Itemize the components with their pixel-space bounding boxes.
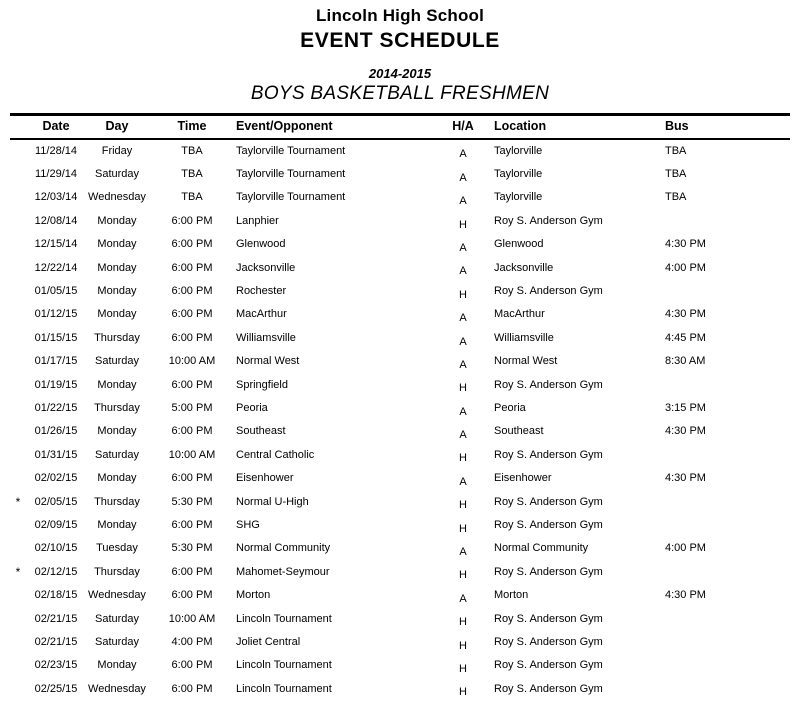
cell-event-opponent: Eisenhower: [236, 472, 294, 485]
cell-event-opponent: MacArthur: [236, 308, 287, 321]
cell-date: 02/10/15: [34, 542, 78, 555]
cell-date: 02/12/15: [34, 565, 78, 578]
column-header-home-away: H/A: [452, 119, 474, 133]
cell-footnote-marker: [10, 583, 26, 606]
cell-time: TBA: [181, 168, 203, 181]
column-header-note: [10, 115, 26, 140]
cell-home-away: H: [459, 218, 467, 231]
cell-day: Wednesday: [88, 191, 146, 204]
cell-home-away: A: [459, 195, 467, 208]
cell-time: TBA: [181, 191, 203, 204]
cell-day: Saturday: [94, 355, 140, 368]
cell-location: Taylorville: [494, 145, 543, 158]
cell-footnote-marker: [10, 677, 26, 700]
cell-date: 12/03/14: [34, 191, 78, 204]
cell-bus: [660, 513, 790, 536]
cell-bus: [660, 373, 790, 396]
cell-footnote-marker: [10, 654, 26, 677]
cell-time: 6:00 PM: [171, 589, 213, 602]
cell-home-away: H: [459, 288, 467, 301]
cell-date: 02/23/15: [34, 659, 78, 672]
table-row: [10, 513, 790, 536]
cell-location: Normal Community: [494, 542, 589, 555]
cell-home-away: H: [459, 616, 467, 629]
cell-time: 6:00 PM: [171, 472, 213, 485]
cell-footnote-marker: [10, 420, 26, 443]
cell-bus: 3:15 PM: [665, 401, 706, 414]
cell-bus: TBA: [665, 168, 687, 181]
cell-location: Roy S. Anderson Gym: [494, 612, 603, 625]
table-row: [10, 630, 790, 653]
table-row: [10, 209, 790, 232]
cell-footnote-marker: [10, 186, 26, 209]
cell-location: Jacksonville: [494, 261, 554, 274]
cell-date: 01/19/15: [34, 378, 78, 391]
table-row: [10, 279, 790, 302]
cell-day: Monday: [97, 659, 137, 672]
cell-date: 01/26/15: [34, 425, 78, 438]
cell-footnote-marker: [10, 162, 26, 185]
cell-day: Wednesday: [88, 682, 146, 695]
cell-day: Tuesday: [96, 542, 138, 555]
cell-footnote-marker: [10, 279, 26, 302]
cell-event-opponent: Taylorville Tournament: [236, 191, 346, 204]
cell-time: 10:00 AM: [168, 612, 216, 625]
table-row: [10, 303, 790, 326]
column-header-time: Time: [177, 119, 207, 133]
cell-home-away: H: [459, 452, 467, 465]
cell-home-away: H: [459, 522, 467, 535]
cell-date: 01/22/15: [34, 401, 78, 414]
cell-home-away: A: [459, 592, 467, 605]
cell-day: Thursday: [94, 565, 140, 578]
cell-location: Eisenhower: [494, 472, 552, 485]
table-row: [10, 490, 790, 513]
cell-date: 12/15/14: [34, 238, 78, 251]
table-header: [10, 115, 790, 140]
cell-location: Roy S. Anderson Gym: [494, 214, 603, 227]
cell-day: Monday: [97, 472, 137, 485]
cell-bus: 4:30 PM: [665, 238, 706, 251]
cell-date: 02/25/15: [34, 682, 78, 695]
cell-location: Roy S. Anderson Gym: [494, 495, 603, 508]
cell-day: Saturday: [94, 168, 140, 181]
cell-date: 01/15/15: [34, 331, 78, 344]
cell-location: Roy S. Anderson Gym: [494, 659, 603, 672]
cell-time: TBA: [181, 145, 203, 158]
cell-time: 4:00 PM: [171, 635, 213, 648]
cell-time: 10:00 AM: [168, 448, 216, 461]
season-label: 2014-2015: [368, 66, 432, 81]
cell-event-opponent: Taylorville Tournament: [236, 168, 346, 181]
cell-event-opponent: Southeast: [236, 425, 286, 438]
cell-time: 10:00 AM: [168, 355, 216, 368]
cell-time: 6:00 PM: [171, 565, 213, 578]
cell-footnote-marker: [10, 630, 26, 653]
table-row: [10, 537, 790, 560]
cell-home-away: A: [459, 265, 467, 278]
cell-footnote-marker: *: [15, 494, 21, 509]
cell-home-away: A: [459, 148, 467, 161]
cell-time: 5:30 PM: [171, 542, 213, 555]
cell-event-opponent: Springfield: [236, 378, 288, 391]
cell-time: 6:00 PM: [171, 238, 213, 251]
cell-date: 02/09/15: [34, 518, 78, 531]
table-row: [10, 326, 790, 349]
cell-day: Wednesday: [88, 589, 146, 602]
cell-day: Monday: [97, 214, 137, 227]
cell-location: Roy S. Anderson Gym: [494, 518, 603, 531]
cell-location: Southeast: [494, 425, 544, 438]
table-row: [10, 466, 790, 489]
cell-time: 6:00 PM: [171, 331, 213, 344]
table-row: [10, 233, 790, 256]
cell-event-opponent: Rochester: [236, 285, 287, 298]
cell-day: Saturday: [94, 448, 140, 461]
table-row: [10, 396, 790, 419]
school-name: Lincoln High School: [315, 6, 485, 25]
cell-bus: TBA: [665, 191, 687, 204]
cell-footnote-marker: [10, 607, 26, 630]
cell-event-opponent: Morton: [236, 589, 271, 602]
cell-day: Friday: [101, 145, 133, 158]
cell-location: Peoria: [494, 401, 526, 414]
cell-event-opponent: SHG: [236, 518, 260, 531]
cell-day: Monday: [97, 378, 137, 391]
cell-bus: 4:00 PM: [665, 261, 706, 274]
cell-day: Monday: [97, 261, 137, 274]
cell-day: Monday: [97, 308, 137, 321]
column-header-event-opponent: Event/Opponent: [236, 119, 333, 133]
cell-location: MacArthur: [494, 308, 545, 321]
cell-event-opponent: Taylorville Tournament: [236, 145, 346, 158]
column-header-bus: Bus: [665, 119, 689, 133]
cell-footnote-marker: [10, 537, 26, 560]
cell-date: 12/08/14: [34, 214, 78, 227]
cell-home-away: A: [459, 546, 467, 559]
cell-home-away: H: [459, 662, 467, 675]
cell-bus: [660, 209, 790, 232]
cell-home-away: A: [459, 171, 467, 184]
cell-date: 02/21/15: [34, 612, 78, 625]
cell-time: 6:00 PM: [171, 659, 213, 672]
cell-home-away: H: [459, 569, 467, 582]
cell-footnote-marker: *: [15, 564, 21, 579]
cell-location: Roy S. Anderson Gym: [494, 682, 603, 695]
table-row: [10, 373, 790, 396]
cell-location: Williamsville: [494, 331, 554, 344]
cell-event-opponent: Normal Community: [236, 542, 331, 555]
cell-day: Thursday: [94, 495, 140, 508]
cell-date: 11/29/14: [34, 168, 77, 181]
table-row: [10, 420, 790, 443]
cell-footnote-marker: [10, 139, 26, 162]
cell-time: 6:00 PM: [171, 308, 213, 321]
cell-location: Normal West: [494, 355, 558, 368]
table-header-row: [10, 115, 790, 140]
cell-bus: 8:30 AM: [665, 355, 706, 368]
cell-time: 6:00 PM: [171, 682, 213, 695]
table-row: [10, 186, 790, 209]
cell-location: Roy S. Anderson Gym: [494, 635, 603, 648]
cell-event-opponent: Lincoln Tournament: [236, 612, 332, 625]
cell-event-opponent: Normal U-High: [236, 495, 309, 508]
cell-date: 02/02/15: [34, 472, 78, 485]
team-label: BOYS BASKETBALL FRESHMEN: [250, 83, 550, 104]
cell-date: 01/17/15: [34, 355, 78, 368]
cell-location: Roy S. Anderson Gym: [494, 448, 603, 461]
cell-event-opponent: Peoria: [236, 401, 268, 414]
table-row: [10, 139, 790, 162]
cell-footnote-marker: [10, 466, 26, 489]
cell-bus: [660, 560, 790, 583]
cell-bus: [660, 279, 790, 302]
cell-date: 12/22/14: [34, 261, 78, 274]
column-header-day: Day: [105, 119, 129, 133]
cell-home-away: H: [459, 499, 467, 512]
table-row: [10, 560, 790, 583]
cell-home-away: A: [459, 475, 467, 488]
cell-time: 6:00 PM: [171, 425, 213, 438]
table-row: [10, 677, 790, 700]
cell-bus: [660, 630, 790, 653]
page-title: EVENT SCHEDULE: [300, 29, 500, 52]
cell-location: Glenwood: [494, 238, 544, 251]
cell-home-away: H: [459, 686, 467, 699]
cell-location: Roy S. Anderson Gym: [494, 378, 603, 391]
cell-bus: [660, 443, 790, 466]
cell-event-opponent: Joliet Central: [236, 635, 301, 648]
cell-bus: [660, 607, 790, 630]
cell-footnote-marker: [10, 303, 26, 326]
cell-home-away: H: [459, 639, 467, 652]
cell-event-opponent: Jacksonville: [236, 261, 296, 274]
cell-date: 01/12/15: [34, 308, 78, 321]
cell-bus: 4:45 PM: [665, 331, 706, 344]
cell-day: Monday: [97, 285, 137, 298]
cell-footnote-marker: [10, 396, 26, 419]
table-row: [10, 350, 790, 373]
cell-bus: 4:30 PM: [665, 472, 706, 485]
cell-day: Saturday: [94, 612, 140, 625]
cell-bus: 4:30 PM: [665, 589, 706, 602]
cell-bus: TBA: [665, 145, 687, 158]
cell-bus: 4:00 PM: [665, 542, 706, 555]
cell-day: Monday: [97, 518, 137, 531]
cell-footnote-marker: [10, 373, 26, 396]
cell-time: 6:00 PM: [171, 261, 213, 274]
cell-day: Thursday: [94, 331, 140, 344]
cell-location: Taylorville: [494, 191, 543, 204]
document-header: [10, 6, 790, 105]
cell-home-away: A: [459, 241, 467, 254]
cell-bus: 4:30 PM: [665, 308, 706, 321]
cell-time: 6:00 PM: [171, 214, 213, 227]
column-header-location: Location: [494, 119, 547, 133]
cell-date: 02/18/15: [34, 589, 78, 602]
cell-time: 5:30 PM: [171, 495, 213, 508]
cell-bus: [660, 490, 790, 513]
cell-location: Roy S. Anderson Gym: [494, 285, 603, 298]
cell-footnote-marker: [10, 350, 26, 373]
cell-event-opponent: Normal West: [236, 355, 300, 368]
cell-event-opponent: Glenwood: [236, 238, 286, 251]
cell-home-away: H: [459, 382, 467, 395]
cell-time: 6:00 PM: [171, 285, 213, 298]
cell-footnote-marker: [10, 233, 26, 256]
table-row: [10, 162, 790, 185]
table-row: [10, 654, 790, 677]
schedule-table: [10, 113, 790, 700]
cell-day: Monday: [97, 425, 137, 438]
cell-date: 11/28/14: [34, 145, 77, 158]
cell-time: 6:00 PM: [171, 518, 213, 531]
cell-event-opponent: Central Catholic: [236, 448, 315, 461]
column-header-date: Date: [42, 119, 70, 133]
cell-date: 02/05/15: [34, 495, 78, 508]
cell-event-opponent: Lincoln Tournament: [236, 659, 332, 672]
cell-home-away: A: [459, 429, 467, 442]
cell-time: 5:00 PM: [171, 401, 213, 414]
table-row: [10, 607, 790, 630]
cell-footnote-marker: [10, 256, 26, 279]
cell-home-away: A: [459, 358, 467, 371]
cell-event-opponent: Lanphier: [236, 214, 279, 227]
cell-bus: 4:30 PM: [665, 425, 706, 438]
cell-day: Saturday: [94, 635, 140, 648]
cell-home-away: A: [459, 312, 467, 325]
cell-home-away: A: [459, 335, 467, 348]
cell-day: Monday: [97, 238, 137, 251]
cell-bus: [660, 654, 790, 677]
cell-date: 01/31/15: [34, 448, 78, 461]
table-row: [10, 443, 790, 466]
cell-event-opponent: Williamsville: [236, 331, 296, 344]
cell-footnote-marker: [10, 209, 26, 232]
cell-date: 01/05/15: [34, 285, 78, 298]
table-row: [10, 583, 790, 606]
cell-time: 6:00 PM: [171, 378, 213, 391]
cell-bus: [660, 677, 790, 700]
cell-event-opponent: Mahomet-Seymour: [236, 565, 330, 578]
cell-footnote-marker: [10, 443, 26, 466]
cell-footnote-marker: [10, 326, 26, 349]
cell-location: Taylorville: [494, 168, 543, 181]
cell-day: Thursday: [94, 401, 140, 414]
cell-home-away: A: [459, 405, 467, 418]
cell-location: Roy S. Anderson Gym: [494, 565, 603, 578]
cell-event-opponent: Lincoln Tournament: [236, 682, 332, 695]
cell-footnote-marker: [10, 513, 26, 536]
table-row: [10, 256, 790, 279]
schedule-body: [10, 139, 790, 700]
cell-location: Morton: [494, 589, 529, 602]
cell-date: 02/21/15: [34, 635, 78, 648]
